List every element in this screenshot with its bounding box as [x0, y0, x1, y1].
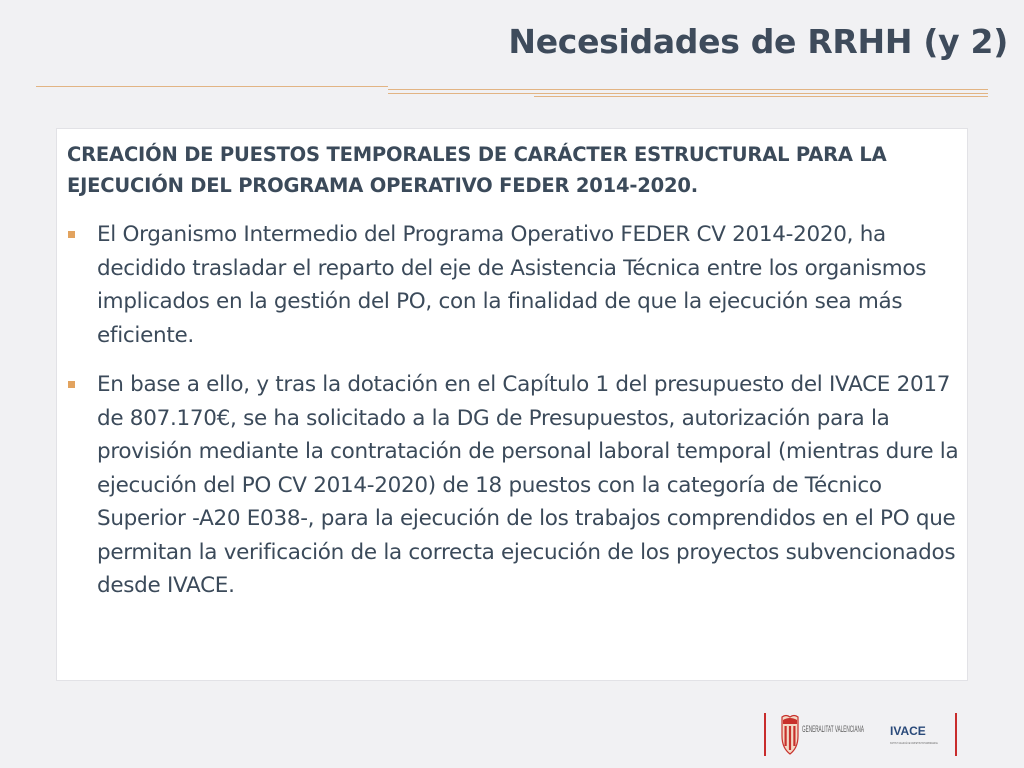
logo-ivace-text: IVACE: [890, 724, 926, 738]
slide-title: Necesidades de RRHH (y 2): [508, 22, 1008, 61]
logo-generalitat-text: GENERALITAT VALENCIANA: [802, 724, 864, 734]
bullet-item: En base a ello, y tras la dotación en el Capítulo 1 del presupuesto del IVACE 2017 de 807.170€, se ha solicitado a la DG de Presupuestos, autorización para la provisión mediante la contratación de personal laboral temporal (mientras dure la ejecución del PO CV 2014-2020) de 18 puestos con la categoría de Técnico Superior -A20 E038-, para la ejecución de los trabajos comprendidos en el PO que permitan la verificación de la correcta ejecución de los proyectos subvencionados desde IVACE.: [97, 372, 959, 598]
content-box: [56, 128, 968, 681]
footer-divider: [955, 713, 957, 756]
bullet-marker: [68, 381, 75, 388]
generalitat-valenciana-logo: [780, 714, 866, 756]
bullet-item: El Organismo Intermedio del Programa Operativo FEDER CV 2014-2020, ha decidido trasladar el reparto del eje de Asistencia Técnica entre los organismos implicados en la gestión del PO, con la finalidad de que la ejecución sea más eficiente.: [97, 222, 927, 348]
header-rule: [388, 93, 988, 94]
bullet-marker: [68, 231, 75, 238]
content-heading: CREACIÓN DE PUESTOS TEMPORALES DE CARÁCTER ESTRUCTURAL PARA LA EJECUCIÓN DEL PROGRAMA OPERATIVO FEDER 2014-2020.: [67, 143, 887, 197]
logo-ivace-subtitle: INSTITUT VALENCIÀ DE COMPETITIVITAT EMPRESARIAL: [890, 741, 939, 745]
ivace-logo: [888, 722, 946, 750]
header-rule: [534, 96, 988, 97]
coat-of-arms-icon: [782, 716, 798, 755]
footer-divider: [764, 713, 766, 756]
header-rule: [388, 89, 988, 90]
header-rule: [36, 86, 388, 87]
